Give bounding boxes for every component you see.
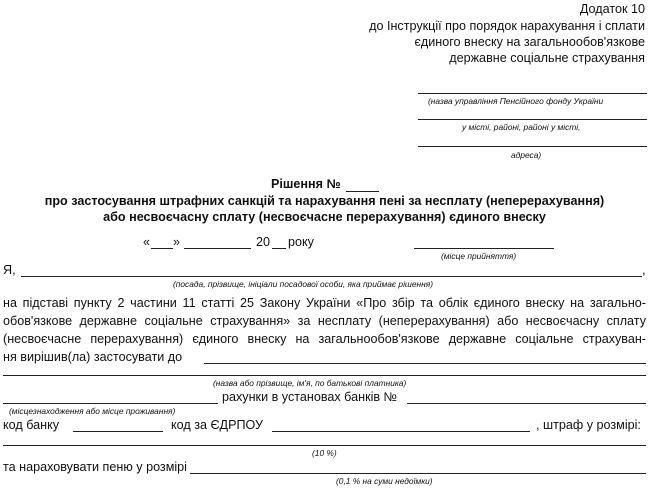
body-line-1: на підставі пункту 2 частини 11 статті 25 Закону України «Про збір та облік єдиного внеску на загально- xyxy=(3,296,646,310)
department-caption: (назва управління Пенсійного фонду України xyxy=(428,96,604,106)
place-caption: (місце прийняття) xyxy=(441,251,517,261)
date-open-quote: « xyxy=(143,235,151,249)
official-caption: (посада, прізвище, ініціали посадової особи, яка приймає рішення) xyxy=(173,279,434,289)
location-caption: у місті, районі, районі у місті, xyxy=(462,122,581,132)
date-close-quote: » xyxy=(173,235,181,249)
annex-line-3: державне соціальне страхування xyxy=(449,51,645,65)
body-line-4: ня вирішив(ла) застосувати до xyxy=(3,350,183,364)
annex-line-2: єдиного внеску на загальнообов'язкове xyxy=(414,35,645,49)
official-line xyxy=(21,276,642,277)
payer-name-caption: (назва або прізвище, ім'я, по батькові платника) xyxy=(213,378,407,388)
address-caption: адреса) xyxy=(511,150,542,160)
body-line-2: обов'язкове державне соціальне страхування» за несплату (неперерахування) або несвоєчасну сплату xyxy=(3,314,646,328)
official-prefix: Я, xyxy=(3,263,16,277)
bank-code-label: код банку xyxy=(3,418,60,432)
edrpou-label: код за ЄДРПОУ xyxy=(171,418,264,432)
payer-location-caption: (місцезнаходження або місце проживання) xyxy=(9,406,176,416)
fine-caption: (10 %) xyxy=(312,448,337,458)
decision-title: Рішення № xyxy=(271,177,341,191)
decision-subtitle-1: про застосування штрафних санкцій та нарахування пені за несплату (неперерахування) xyxy=(44,194,605,208)
accounts-label: рахунки в установах банків № xyxy=(222,390,398,404)
accounts-line xyxy=(407,403,646,404)
penalty-line xyxy=(190,473,646,474)
fine-line xyxy=(3,445,646,446)
body-line-3: (несвоєчасне перерахування) єдиного внеску на загальнообов'язкове державне соціальне страхуван- xyxy=(3,332,646,346)
date-year-line xyxy=(272,248,286,249)
department-line xyxy=(418,93,647,94)
annex-title: Додаток 10 xyxy=(579,2,645,16)
decision-subtitle-2: або несвоєчасну сплату (несвоєчасне перерахування) єдиного внеску xyxy=(103,210,546,224)
date-day-line xyxy=(151,248,173,249)
place-line xyxy=(414,248,554,249)
annex-line-1: до Інструкції про порядок нарахування і сплати xyxy=(369,19,645,33)
date-year-prefix: 20 xyxy=(256,235,271,249)
date-year-word: року xyxy=(288,235,314,249)
location-line xyxy=(418,119,647,120)
address-line xyxy=(418,146,647,147)
payer-location-line xyxy=(3,403,218,404)
bank-code-line xyxy=(73,431,163,432)
fine-label: , штраф у розмірі: xyxy=(536,418,641,432)
payer-name-line xyxy=(3,375,646,376)
penalty-label: та нараховувати пеню у розмірі xyxy=(3,460,187,474)
payer-first-line xyxy=(204,363,646,364)
decision-number-line xyxy=(346,191,379,192)
penalty-caption: (0,1 % на суми недоїмки) xyxy=(336,476,433,486)
edrpou-line xyxy=(272,431,530,432)
official-suffix: , xyxy=(642,263,646,277)
date-month-line xyxy=(184,248,251,249)
